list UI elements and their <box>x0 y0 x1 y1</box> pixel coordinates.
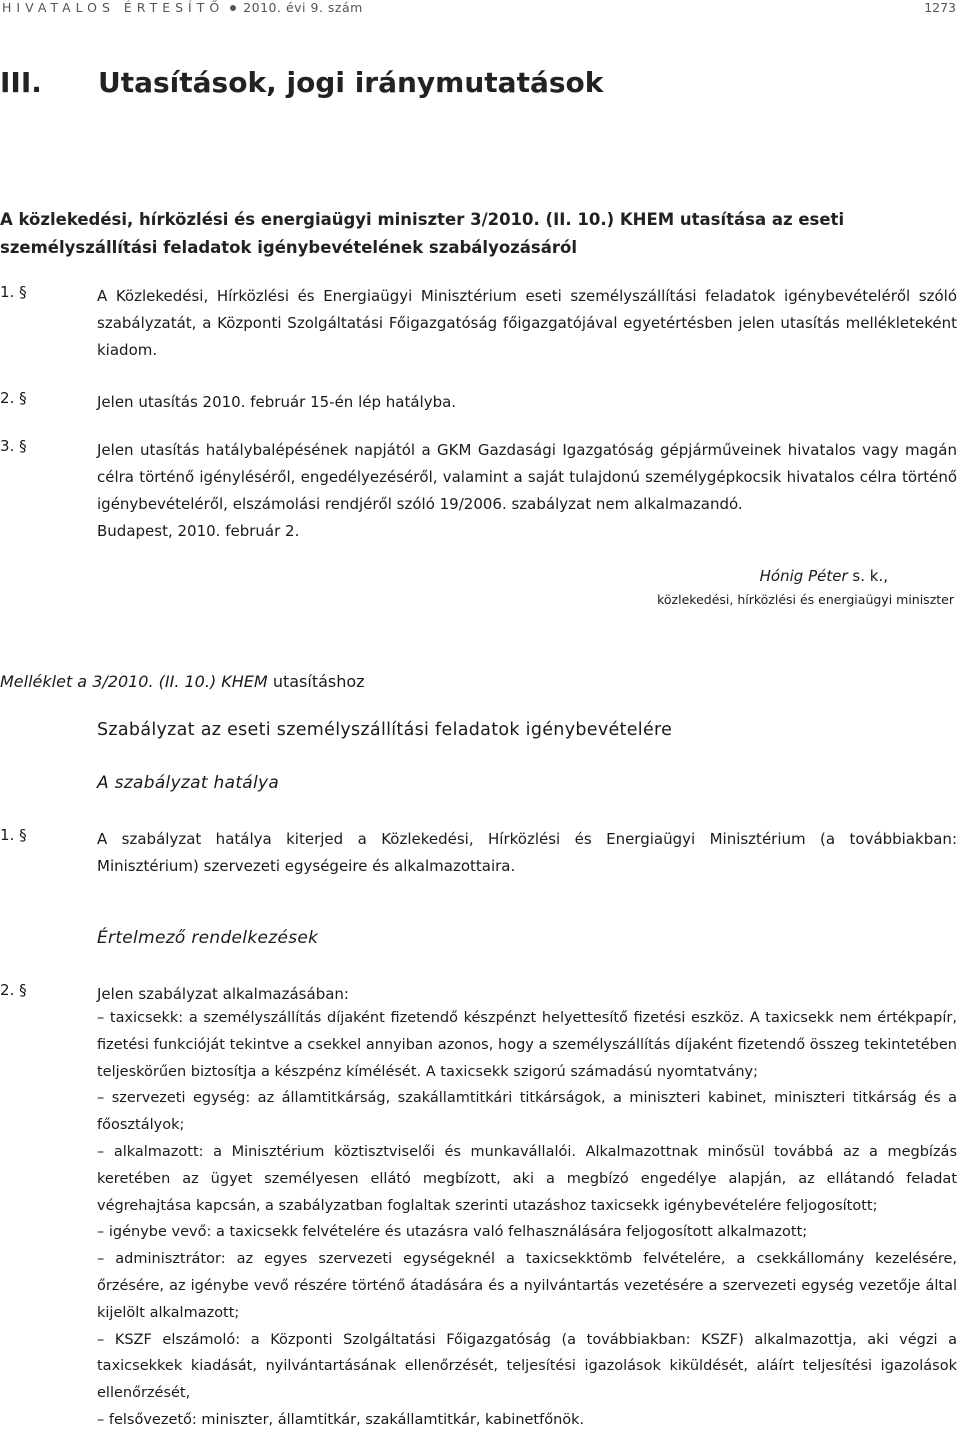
section-text: A Közlekedési, Hírközlési és Energiaügyi Minisztérium eseti személyszállítási feladatok igénybevételéről szóló szabályzatát, a Központi Szolgáltatási Főigazgatóság főigazgatójával egyetértésben jelen utasítás mellékleteként kiadom. <box>97 287 957 359</box>
annex-title: Szabályzat az eseti személyszállítási feladatok igénybevételére <box>97 720 673 740</box>
bullet-dot-icon <box>230 5 236 11</box>
section-text: A szabályzat hatálya kiterjed a Közlekedési, Hírközlési és Energiaügyi Minisztérium (a továbbiakban: Minisztérium) szervezeti egységeire és alkalmazottaira. <box>97 830 957 875</box>
section-label: 2. § <box>0 389 27 407</box>
section-label: 1. § <box>0 283 27 301</box>
section-intro: Jelen szabályzat alkalmazásában: <box>97 985 349 1003</box>
issue-label: 2010. évi 9. szám <box>243 0 363 15</box>
list-item: – felsővezető: miniszter, államtitkár, szakállamtitkár, kabinetfőnök. <box>97 1411 585 1428</box>
page-number: 1273 <box>924 0 956 15</box>
section-label: 3. § <box>0 437 27 455</box>
list-item: – taxicsekk: a személyszállítás díjaként fizetendő készpénzt helyettesítő fizetési eszköz. A taxicsekk nem értékpapír, fizetési funkcióját tekintve a csekkel annyiban azonos, hogy a személyszállítás díjaként fizetendő összeg tekintetében teljeskörűen biztosítja a készpénz kímélését. A taxicsekk szigorú számadású nyomtatvány; <box>97 1010 957 1080</box>
journal-name: HIVATALOS ÉRTESÍTŐ <box>2 0 225 15</box>
chapter-heading <box>0 66 603 99</box>
section-label: 1. § <box>0 826 27 844</box>
subtitle-scope: A szabályzat hatálya <box>97 773 280 793</box>
chapter-title: Utasítások, jogi iránymutatások <box>98 66 604 99</box>
running-header <box>0 0 960 20</box>
list-item: – igénybe vevő: a taxicsekk felvételére és utazásra való felhasználására feljogosított alkalmazott; <box>97 1224 808 1241</box>
signer-suffix: s. k., <box>852 567 888 585</box>
chapter-number: III. <box>0 66 42 99</box>
definitions-list <box>97 1005 957 1434</box>
list-item: – alkalmazott: a Minisztérium köztisztviselői és munkavállalói. Alkalmazottnak minősül továbbá az a megbízás keretében az ügyet személyesen ellátó megbízott, aki a megbízó engedélye alapján, az ellátandó feladat végrehajtása kapcsán, a szabályzatban foglaltak szerinti utazáshoz taxicsekk igénybevételére feljogosított; <box>97 1143 957 1214</box>
list-item: – KSZF elszámoló: a Központi Szolgáltatási Főigazgatóság (a továbbiakban: KSZF) alkalmazottja, aki végzi a taxicsekkek kiadását, nyilvántartásának ellenőrzését, teljesítési igazolások kiküldését, aláírt teljesítési igazolások ellenőrzését, <box>97 1331 957 1402</box>
section-text: Jelen utasítás hatálybalépésének napjától a GKM Gazdasági Igazgatóság gépjárműveinek hivatalos vagy magán célra történő igényléséről, engedélyezéséről, valamint a saját tulajdonú személygépkocsik hivatalos célra történő igénybevételéről, elszámolási rendjéről szóló 19/2006. szabályzat nem alkalmazandó. <box>97 441 957 513</box>
signer-name: Hónig Péter <box>759 567 848 585</box>
signature-name <box>760 567 888 585</box>
section-label: 2. § <box>0 981 27 999</box>
subtitle-definitions: Értelmező rendelkezések <box>97 928 319 948</box>
act-title: A közlekedési, hírközlési és energiaügyi miniszter 3/2010. (II. 10.) KHEM utasítása az eseti személyszállítási feladatok igénybevételének szabályozásáról <box>0 210 845 257</box>
list-item: – adminisztrátor: az egyes szervezeti egységeknél a taxicsekktömb felvételére, a csekkállomány kezelésére, őrzésére, az igénybe vevő részére történő átadására és a nyilvántartás vezetésére a szervezeti egység vezetője által kijelölt alkalmazott; <box>97 1251 957 1321</box>
annex-heading-rest: utasításhoz <box>272 672 365 691</box>
list-item: – szervezeti egység: az államtitkárság, szakállamtitkári titkárságok, a miniszteri kabinet, miniszteri titkárság és a főosztályok; <box>97 1090 957 1134</box>
signature-title: közlekedési, hírközlési és energiaügyi miniszter <box>657 592 954 607</box>
section-text: Jelen utasítás 2010. február 15-én lép hatályba. <box>97 393 457 411</box>
annex-heading <box>0 672 365 691</box>
place-date: Budapest, 2010. február 2. <box>97 522 300 540</box>
annex-heading-italic: Melléklet a 3/2010. (II. 10.) KHEM <box>0 672 268 691</box>
